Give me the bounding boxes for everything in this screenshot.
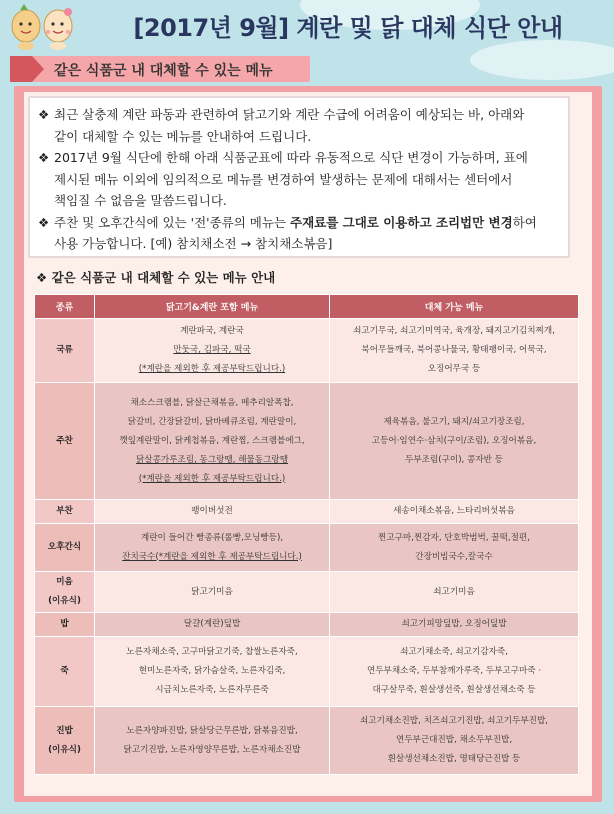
menu-table	[34, 294, 579, 775]
original-menu-cell	[95, 383, 330, 500]
substitute-menu-cell	[330, 319, 579, 383]
menu-line: 간장비빔국수,칼국수	[415, 551, 493, 562]
table-row	[35, 572, 579, 613]
section-title: 같은 식품군 내 대체할 수 있는 메뉴	[54, 63, 273, 79]
menu-line: 연두부채소죽, 두부참깨가루죽, 두부고구마죽 ·	[366, 666, 542, 676]
menu-line: 찐고구마,찐감자, 단호박범벅, 꿀떡,절편,	[378, 532, 530, 543]
table-row	[35, 319, 579, 383]
table-row	[35, 707, 579, 775]
notice-item	[38, 104, 558, 147]
menu-line: 계란파국, 계란국	[180, 326, 244, 336]
menu-line: 제육볶음, 불고기, 돼지/쇠고기장조림,	[383, 416, 525, 427]
category-label: 미음	[56, 577, 73, 587]
table-header-row	[35, 295, 579, 319]
notice-box	[28, 96, 570, 258]
substitute-menu-cell	[330, 572, 579, 613]
notice-line: 2017년 9월 식단에 한해 아래 식품군표에 따라 유동적으로 식단 변경이 가능하며, 표에	[54, 150, 528, 165]
notice-emphasis: 주재료를 그대로 이용하고 조리법만 변경	[290, 214, 513, 230]
header	[0, 0, 614, 56]
table-row	[35, 383, 579, 500]
page-title: [2017년 9월] 계란 및 닭 대체 식단 안내	[133, 14, 563, 42]
menu-line: (*계란을 제외한 후 제공부탁드립니다.)	[138, 364, 286, 374]
notice-item	[38, 212, 558, 255]
original-menu-cell	[95, 500, 330, 524]
menu-line: 노른자채소죽, 고구마닭고기죽, 찹쌀노른자죽,	[126, 647, 298, 657]
menu-line: 대구살무죽, 흰살생선죽, 흰살생선채소죽 등	[372, 685, 536, 695]
menu-line: 닭고기진밥, 노른자영양무른밥, 노른자채소진밥	[123, 744, 301, 755]
category-sublabel: (이유식)	[48, 744, 81, 755]
notice-text: 하여	[512, 214, 537, 230]
menu-line: 깻잎계란말이, 닭케첩볶음, 계란찜, 스크램블에그,	[119, 435, 305, 446]
table-row	[35, 613, 579, 637]
category-cell	[35, 572, 95, 613]
substitute-menu-cell	[330, 707, 579, 775]
menu-line: 쇠고기무국, 쇠고기미역국, 육개장, 돼지고기김치찌개,	[353, 326, 555, 336]
menu-line: 쇠고기피망덮밥, 오징어덮밥	[401, 619, 507, 629]
menu-line: 팽이버섯전	[191, 506, 233, 516]
category-label: 주찬	[56, 435, 73, 446]
menu-line: 새송이채소볶음, 느타리버섯볶음	[393, 506, 515, 516]
table-row	[35, 637, 579, 707]
menu-line: 쇠고기채소진밥, 치즈쇠고기진밥, 쇠고기두부진밥,	[360, 716, 548, 726]
diamond-bullet-icon: ❖	[36, 270, 48, 285]
notice-line: 책임질 수 없음을 말씀드립니다.	[54, 193, 227, 208]
original-menu-cell	[95, 524, 330, 572]
menu-line: 잔치국수(*계란을 제외한 후 제공부탁드립니다.)	[122, 551, 302, 562]
notice-line	[54, 212, 558, 234]
menu-line: 달걀(계란)덮밥	[183, 619, 241, 629]
cloud-decoration	[470, 40, 614, 80]
category-cell	[35, 613, 95, 637]
original-menu-cell	[95, 707, 330, 775]
category-sublabel: (이유식)	[48, 596, 81, 606]
original-menu-cell	[95, 613, 330, 637]
menu-line: 계란이 들어간 빵종류(롤빵,모닝빵등),	[140, 532, 284, 543]
menu-line: 북어무들깨국, 북어콩나물국, 황태팽이국, 어묵국,	[361, 345, 547, 355]
menu-line: 쇠고기미음	[433, 586, 475, 597]
menu-line: 쇠고기채소죽, 쇠고기감자죽,	[400, 647, 508, 657]
menu-line: 오징어무국 등	[427, 364, 481, 374]
notice-line: 같이 대체할 수 있는 메뉴를 안내하여 드립니다.	[54, 128, 312, 144]
diamond-bullet-icon: ❖	[38, 150, 50, 165]
table-row	[35, 500, 579, 524]
menu-line: 닭살콩가루조림, 동그랑땡, 해물동그랑땡	[135, 454, 289, 465]
menu-line: 현미노른자죽, 닭가슴살죽, 노른자김죽,	[138, 666, 286, 676]
category-cell	[35, 707, 95, 775]
column-header: 닭고기&계란 포함 메뉴	[95, 295, 330, 319]
menu-line: 닭고기미음	[191, 586, 233, 597]
menu-line: 시금치노른자죽, 노른자무른죽	[155, 685, 269, 695]
category-label: 국류	[56, 345, 73, 355]
category-label: 죽	[60, 666, 69, 676]
category-cell	[35, 383, 95, 500]
notice-line: 제시된 메뉴 이외에 임의적으로 메뉴를 변경하여 발생하는 문제에 대해서는 센터에서	[54, 171, 513, 187]
diamond-bullet-icon: ❖	[38, 107, 50, 122]
section-marker-icon	[10, 56, 46, 82]
notice-line: 최근 살충제 계란 파동과 관련하여 닭고기와 계란 수급에 어려움이 예상되는 바, 아래와	[54, 107, 525, 122]
column-header: 대체 가능 메뉴	[330, 295, 579, 319]
menu-line: 닭갈비, 간장닭갈비, 닭바베큐조림, 계란말이,	[127, 416, 297, 427]
menu-line: 채소스크램블, 닭살근채볶음, 메추리알폭찹,	[130, 397, 294, 408]
original-menu-cell	[95, 572, 330, 613]
table-row	[35, 524, 579, 572]
substitute-menu-cell	[330, 613, 579, 637]
original-menu-cell	[95, 637, 330, 707]
menu-line: 노른자양파진밥, 닭살당근무른밥, 닭볶음진밥,	[126, 725, 298, 736]
substitute-menu-cell	[330, 637, 579, 707]
menu-line: (*계란을 제외한 후 제공부탁드립니다.)	[138, 473, 286, 484]
original-menu-cell	[95, 319, 330, 383]
notice-line: 사용 가능합니다. [예) 참치채소전 → 참치채소볶음]	[54, 236, 333, 251]
substitute-menu-cell	[330, 524, 579, 572]
menu-line: 두부조림(구이), 콩자반 등	[405, 454, 503, 465]
mascot-illustration	[8, 4, 78, 50]
category-cell	[35, 637, 95, 707]
category-label: 진밥	[56, 725, 73, 736]
notice-item	[38, 147, 558, 212]
diamond-bullet-icon: ❖	[38, 214, 50, 230]
notice-text: 주찬 및 오후간식에 있는 '전'종류의 메뉴는	[54, 214, 290, 230]
table-title: 같은 식품군 내 대체할 수 있는 메뉴 안내	[51, 270, 276, 285]
menu-line: 고등어·임연수·삼치(구이/조림), 오징어볶음,	[371, 435, 537, 446]
substitute-menu-cell	[330, 500, 579, 524]
substitute-menu-cell	[330, 383, 579, 500]
category-cell	[35, 319, 95, 383]
menu-line: 연두부근대진밥, 채소두부진밥,	[395, 735, 513, 745]
category-cell	[35, 524, 95, 572]
menu-line: 만둣국, 김파국, 떡국	[173, 345, 251, 355]
column-header: 종류	[35, 295, 95, 319]
menu-line: 흰살생선채소진밥, 명태당근진밥 등	[387, 754, 521, 764]
table-heading	[36, 268, 275, 286]
category-label: 부찬	[56, 506, 73, 516]
category-label: 밥	[60, 619, 69, 629]
section-bar	[10, 56, 310, 82]
category-cell	[35, 500, 95, 524]
category-label: 오후간식	[47, 542, 82, 552]
